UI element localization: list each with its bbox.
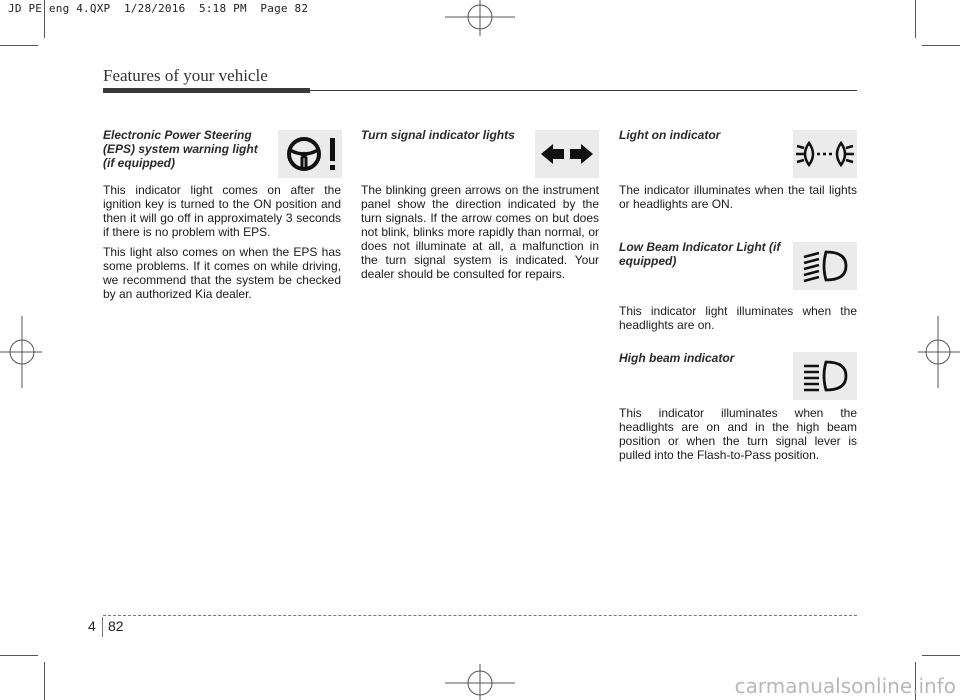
turn-signal-arrows-icon	[539, 140, 595, 168]
light-on-paragraph: The indicator illuminates when the tail lights or headlights are ON.	[619, 183, 857, 211]
eps-icon-box	[278, 130, 342, 178]
eps-paragraph-2: This light also comes on when the EPS has some problems. If it comes on while driving, we recommend that the system be checked by an authorized Kia dealer.	[103, 245, 341, 301]
header-bar	[103, 88, 310, 93]
page-number-divider	[102, 617, 103, 637]
registration-mark-bottom	[445, 662, 515, 700]
footer-rule	[103, 615, 857, 616]
registration-mark-right	[918, 316, 960, 388]
tail-lights-icon	[795, 138, 855, 170]
low-beam-icon	[800, 248, 850, 284]
eps-heading: Electronic Power Steering (EPS) system warning light (if equipped)	[103, 128, 258, 170]
high-beam-icon	[800, 358, 850, 394]
turn-heading: Turn signal indicator lights	[361, 128, 515, 142]
turn-paragraph-1: The blinking green arrows on the instrument panel show the direction indicated by the turn signals. If the arrow comes on but does not blink, blinks more rapidly than normal, or does not illuminate at all, a malfunction in the turn signal system is indicated. Your dealer should be consulted for repairs.	[361, 183, 599, 281]
high-beam-heading: High beam indicator	[619, 351, 735, 365]
watermark: carmanualsonline.info	[734, 674, 956, 698]
crop-mark	[0, 655, 38, 656]
header-rule	[310, 90, 857, 91]
print-slug: JD PE eng 4.QXP 1/28/2016 5:18 PM Page 82	[8, 2, 309, 15]
low-beam-icon-box	[793, 242, 857, 290]
light-on-icon-box	[793, 130, 857, 178]
steering-wheel-warning-icon	[281, 132, 339, 176]
crop-mark	[922, 45, 960, 46]
eps-paragraph-1: This indicator light comes on after the ignition key is turned to the ON position and then it will go off in approximately 3 seconds if there is no problem with EPS.	[103, 183, 341, 239]
low-beam-heading: Low Beam Indicator Light (if equipped)	[619, 240, 781, 268]
turn-icon-box	[535, 130, 599, 178]
crop-mark	[0, 45, 38, 46]
high-beam-icon-box	[793, 352, 857, 400]
page-title: Features of your vehicle	[103, 66, 268, 85]
crop-mark	[922, 655, 960, 656]
page-number: 82	[108, 618, 124, 634]
crop-mark	[44, 662, 45, 700]
registration-mark-left	[0, 316, 42, 388]
low-beam-paragraph: This indicator light illuminates when the headlights are on.	[619, 304, 857, 332]
chapter-number: 4	[88, 618, 96, 634]
high-beam-paragraph: This indicator illuminates when the headlights are on and in the high beam position or when the turn signal lever is pulled into the Flash-to-Pass position.	[619, 406, 857, 462]
crop-mark	[915, 0, 916, 38]
light-on-heading: Light on indicator	[619, 128, 721, 142]
registration-mark-top	[445, 0, 515, 40]
